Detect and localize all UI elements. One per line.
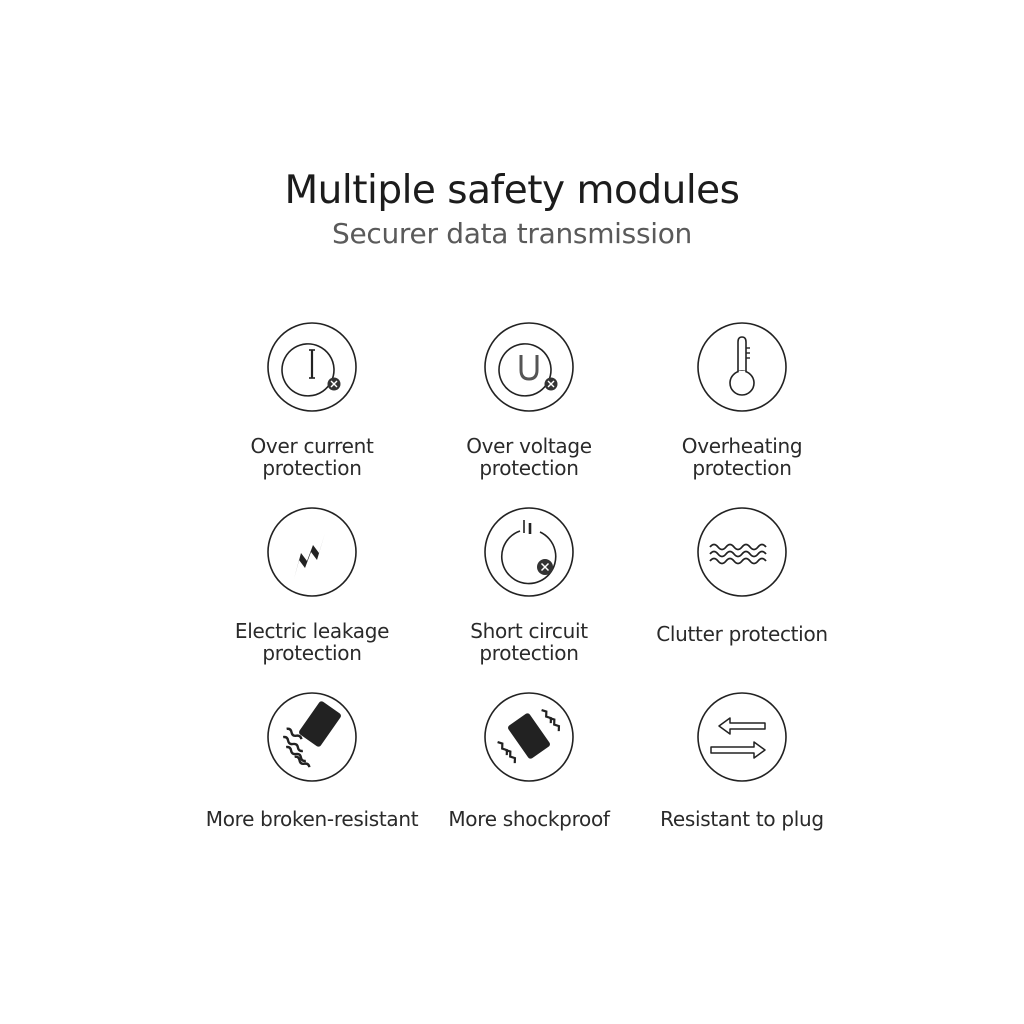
page-subtitle: Securer data transmission [331,217,692,250]
over-voltage-icon [484,322,574,412]
plug-arrows-icon [697,692,787,782]
module-label: Resistant to plug [660,807,824,831]
module-label: Over voltage protection [466,434,592,480]
broken-resistant-icon [267,692,357,782]
page-title: Multiple safety modules [284,168,740,213]
module-label: Overheating protection [681,434,803,480]
module-label: More broken-resistant [205,807,419,831]
short-circuit-icon [484,507,574,597]
module-label: Over current protection [250,434,374,480]
module-label: Electric leakage protection [234,619,390,665]
module-label: Short circuit protection [470,619,588,665]
wavy-lines-icon [697,507,787,597]
lightning-bolt-icon [267,507,357,597]
shockproof-icon [484,692,574,782]
module-label: Clutter protection [656,622,828,646]
thermometer-icon [697,322,787,412]
over-current-icon [267,322,357,412]
module-label: More shockproof [448,807,610,831]
